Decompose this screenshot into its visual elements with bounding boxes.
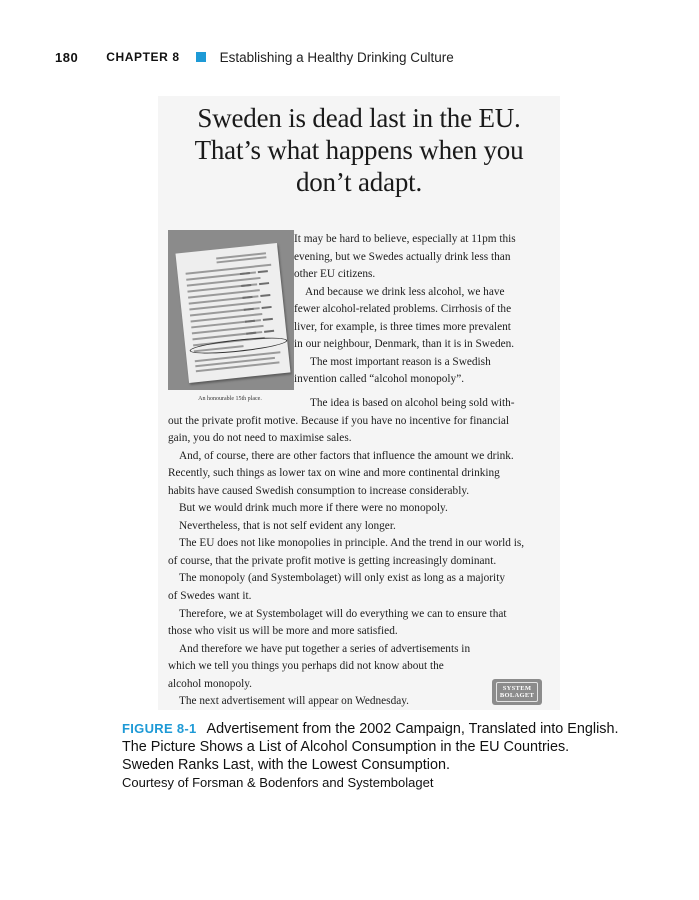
- body-line: The next advertisement will appear on Wednesday.: [179, 695, 409, 708]
- ad-headline: [158, 102, 560, 198]
- body-line: gain, you do not need to maximise sales.: [168, 432, 352, 445]
- consumption-list-photo: [168, 230, 294, 390]
- body-line: The most important reason is a Swedish: [310, 355, 491, 368]
- systembolaget-logo: [492, 679, 542, 705]
- body-line: Therefore, we at Systembolaget will do everything we can to ensure that: [179, 607, 507, 620]
- body-line: which we tell you things you perhaps did not know about the: [168, 660, 444, 673]
- body-line: of Swedes want it.: [168, 590, 252, 603]
- body-line: in our neighbour, Denmark, than it is in Sweden.: [294, 338, 515, 351]
- body-line: Nevertheless, that is not self evident any longer.: [179, 519, 396, 532]
- body-line: Recently, such things as lower tax on wine and more continental drinking: [168, 467, 500, 480]
- body-line: It may be hard to believe, especially at 11pm this: [294, 233, 516, 245]
- receipt-list-image: [175, 243, 290, 383]
- ad-body-full-column: [168, 395, 524, 711]
- figure-caption: [122, 720, 622, 774]
- body-line: those who visit us will be more and more satisfied.: [168, 625, 398, 638]
- body-line: other EU citizens.: [294, 268, 376, 281]
- chapter-square-icon: [196, 52, 206, 62]
- caption-line: The Picture Shows a List of Alcohol Consumption in the EU Countries.: [122, 739, 570, 755]
- chapter-label: CHAPTER 8: [106, 50, 180, 64]
- body-line: alcohol monopoly.: [168, 677, 252, 690]
- body-line: The EU does not like monopolies in principle. And the trend in our world is,: [179, 537, 525, 550]
- chapter-title: Establishing a Healthy Drinking Culture: [219, 49, 454, 65]
- ad-headline-line: That’s what happens when you: [194, 135, 524, 165]
- caption-line: Sweden Ranks Last, with the Lowest Consumption.: [122, 757, 450, 773]
- body-line: The monopoly (and Systembolaget) will only exist as long as a majority: [179, 572, 505, 585]
- ad-body-right-column: [294, 231, 516, 389]
- body-line: habits have caused Swedish consumption to increase considerably.: [168, 484, 470, 497]
- running-head: [55, 47, 454, 67]
- body-line: And therefore we have put together a series of advertisements in: [179, 642, 471, 655]
- body-line: And, of course, there are other factors that influence the amount we drink.: [179, 449, 514, 462]
- advertisement: [158, 96, 560, 710]
- body-line: But we would drink much more if there were no monopoly.: [179, 502, 448, 515]
- figure-courtesy: Courtesy of Forsman & Bodenfors and Systembolaget: [122, 775, 434, 790]
- page-number: 180: [55, 49, 79, 65]
- body-line: of course, that the private profit motive is getting increasingly dominant.: [168, 554, 497, 567]
- figure-label: FIGURE 8-1: [122, 721, 197, 736]
- body-line: evening, but we Swedes actually drink less than: [294, 250, 511, 263]
- photo-caption: An honourable 15th place.: [198, 396, 262, 402]
- body-line: And because we drink less alcohol, we have: [305, 285, 505, 298]
- ad-headline-line: Sweden is dead last in the EU.: [197, 103, 521, 133]
- body-line: fewer alcohol-related problems. Cirrhosis of the: [294, 303, 512, 316]
- logo-text: SYSTEM: [502, 685, 532, 692]
- body-line: The idea is based on alcohol being sold with-: [310, 397, 515, 409]
- body-line: invention called “alcohol monopoly”.: [294, 373, 465, 386]
- body-line: out the private profit motive. Because if you have no incentive for financial: [168, 414, 509, 427]
- caption-line: Advertisement from the 2002 Campaign, Translated into English.: [206, 721, 619, 737]
- logo-text: BOLAGET: [499, 692, 535, 699]
- body-line: liver, for example, is three times more prevalent: [294, 320, 511, 333]
- ad-headline-line: don’t adapt.: [295, 167, 423, 197]
